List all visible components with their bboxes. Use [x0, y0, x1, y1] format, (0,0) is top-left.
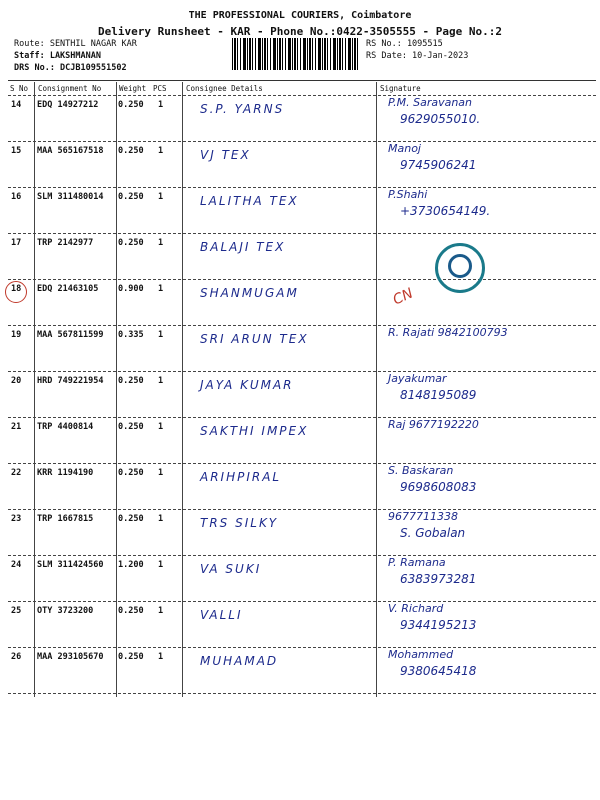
phone-handwriting: 9698608083 [400, 480, 477, 494]
consignee-handwriting: SHANMUGAM [200, 286, 299, 300]
pcs-cell: 1 [158, 376, 164, 386]
table-row [0, 236, 600, 282]
consignment-number: TRP 4400814 [37, 422, 94, 432]
weight-cell: 0.250 [118, 606, 144, 616]
table-row [0, 374, 600, 420]
table-row [0, 650, 600, 696]
header-top-rule [8, 80, 596, 81]
consignment-number: HRD 749221954 [37, 376, 104, 386]
consignee-handwriting: LALITHA TEX [200, 194, 299, 208]
sno-cell: 24 [11, 560, 22, 570]
pcs-cell: 1 [158, 560, 164, 570]
row-divider [8, 693, 596, 694]
weight-cell: 0.250 [118, 192, 144, 202]
table-row [0, 190, 600, 236]
pcs-cell: 1 [158, 238, 164, 248]
sno-cell: 18 [11, 284, 22, 294]
consignment-number: TRP 1667815 [37, 514, 94, 524]
row-divider [8, 509, 596, 510]
pcs-cell: 1 [158, 652, 164, 662]
pcs-cell: 1 [158, 330, 164, 340]
col-header-consignee: Consignee Details [186, 84, 263, 93]
pcs-cell: 1 [158, 514, 164, 524]
sno-cell: 22 [11, 468, 22, 478]
sno-cell: 17 [11, 238, 22, 248]
row-divider [8, 601, 596, 602]
table-row [0, 466, 600, 512]
signature-handwriting: V. Richard [388, 602, 444, 615]
weight-cell: 0.250 [118, 238, 144, 248]
consignment-number: MAA 293105670 [37, 652, 104, 662]
phone-handwriting: +3730654149. [400, 204, 491, 218]
consignment-number: EDQ 14927212 [37, 100, 99, 110]
row-18-handwritten-mark: CN [390, 285, 416, 309]
sno-cell: 25 [11, 606, 22, 616]
table-row [0, 144, 600, 190]
consignment-number: SLM 311480014 [37, 192, 104, 202]
signature-handwriting: P.Shahi [388, 188, 428, 201]
pcs-cell: 1 [158, 284, 164, 294]
consignee-handwriting: VALLI [200, 608, 243, 622]
row-18-circle-mark [5, 281, 27, 303]
consignee-handwriting: TRS SILKY [200, 516, 279, 530]
rs-number: RS No.: 1095515 [366, 39, 443, 49]
pcs-cell: 1 [158, 146, 164, 156]
phone-handwriting: 6383973281 [400, 572, 477, 586]
weight-cell: 0.335 [118, 330, 144, 340]
col-header-pcs: PCS [153, 84, 167, 93]
rs-date: RS Date: 10-Jan-2023 [366, 51, 469, 61]
pcs-cell: 1 [158, 468, 164, 478]
signature-handwriting: R. Rajati 9842100793 [388, 326, 508, 339]
consignee-handwriting: MUHAMAD [200, 654, 279, 668]
weight-cell: 0.250 [118, 100, 144, 110]
weight-cell: 0.900 [118, 284, 144, 294]
pcs-cell: 1 [158, 606, 164, 616]
consignee-handwriting: VA SUKI [200, 562, 262, 576]
drs-number: DRS No.: DCJB109551502 [14, 63, 127, 73]
consignee-handwriting: SAKTHI IMPEX [200, 424, 309, 438]
consignment-number: TRP 2142977 [37, 238, 94, 248]
consignment-number: EDQ 21463105 [37, 284, 99, 294]
signature-handwriting: Raj 9677192220 [388, 418, 479, 431]
sno-cell: 15 [11, 146, 22, 156]
row-divider [8, 325, 596, 326]
weight-cell: 0.250 [118, 468, 144, 478]
signature-handwriting: Jayakumar [388, 372, 447, 385]
pcs-cell: 1 [158, 100, 164, 110]
signature-handwriting: P. Ramana [388, 556, 446, 569]
table-row [0, 558, 600, 604]
page-title: THE PROFESSIONAL COURIERS, Coimbatore [188, 10, 412, 21]
weight-cell: 0.250 [118, 376, 144, 386]
route-label: Route: SENTHIL NAGAR KAR [14, 39, 137, 49]
row-divider [8, 647, 596, 648]
header-bottom-rule [8, 95, 596, 96]
weight-cell: 1.200 [118, 560, 144, 570]
sno-cell: 14 [11, 100, 22, 110]
consignee-handwriting: S.P. YARNS [200, 102, 285, 116]
barcode [232, 38, 360, 70]
signature-handwriting: Mohammed [388, 648, 454, 661]
pcs-cell: 1 [158, 422, 164, 432]
consignment-number: MAA 567811599 [37, 330, 104, 340]
weight-cell: 0.250 [118, 146, 144, 156]
sno-cell: 20 [11, 376, 22, 386]
consignee-handwriting: VJ TEX [200, 148, 251, 162]
row-divider [8, 417, 596, 418]
table-row [0, 512, 600, 558]
signature-handwriting: S. Baskaran [388, 464, 454, 477]
sno-cell: 21 [11, 422, 22, 432]
weight-cell: 0.250 [118, 514, 144, 524]
runsheet-subtitle: Delivery Runsheet - KAR - Phone No.:0422-3505555 - Page No.:2 [98, 25, 502, 38]
consignee-handwriting: SRI ARUN TEX [200, 332, 309, 346]
consignment-number: MAA 565167518 [37, 146, 104, 156]
consignee-handwriting: ARIHPIRAL [200, 470, 282, 484]
weight-cell: 0.250 [118, 652, 144, 662]
row-divider [8, 187, 596, 188]
col-header-weight: Weight [119, 84, 147, 93]
phone-handwriting: 8148195089 [400, 388, 477, 402]
col-header-consignment: Consignment No [38, 84, 102, 93]
consignment-number: OTY 3723200 [37, 606, 94, 616]
phone-handwriting: 9380645418 [400, 664, 477, 678]
signature-handwriting: Manoj [388, 142, 421, 155]
row-divider [8, 141, 596, 142]
consignee-handwriting: BALAJI TEX [200, 240, 286, 254]
table-row [0, 98, 600, 144]
consignment-number: KRR 1194190 [37, 468, 94, 478]
phone-handwriting: 9344195213 [400, 618, 477, 632]
sno-cell: 19 [11, 330, 22, 340]
sno-cell: 16 [11, 192, 22, 202]
consignment-number: SLM 311424560 [37, 560, 104, 570]
row-divider [8, 279, 596, 280]
table-row [0, 328, 600, 374]
row-divider [8, 233, 596, 234]
col-header-sno: S No [10, 84, 29, 93]
phone-handwriting: 9745906241 [400, 158, 477, 172]
weight-cell: 0.250 [118, 422, 144, 432]
table-row [0, 604, 600, 650]
row-divider [8, 371, 596, 372]
staff-label: Staff: LAKSHMANAN [14, 51, 101, 61]
phone-handwriting: S. Gobalan [400, 526, 466, 540]
table-row [0, 420, 600, 466]
delivery-stamp-inner [448, 254, 472, 278]
consignee-handwriting: JAYA KUMAR [200, 378, 294, 392]
signature-handwriting: 9677711338 [388, 510, 458, 523]
row-divider [8, 555, 596, 556]
phone-handwriting: 9629055010. [400, 112, 481, 126]
pcs-cell: 1 [158, 192, 164, 202]
row-divider [8, 463, 596, 464]
table-row [0, 282, 600, 328]
sno-cell: 23 [11, 514, 22, 524]
signature-handwriting: P.M. Saravanan [388, 96, 473, 109]
col-header-signature: Signature [380, 84, 421, 93]
sno-cell: 26 [11, 652, 22, 662]
